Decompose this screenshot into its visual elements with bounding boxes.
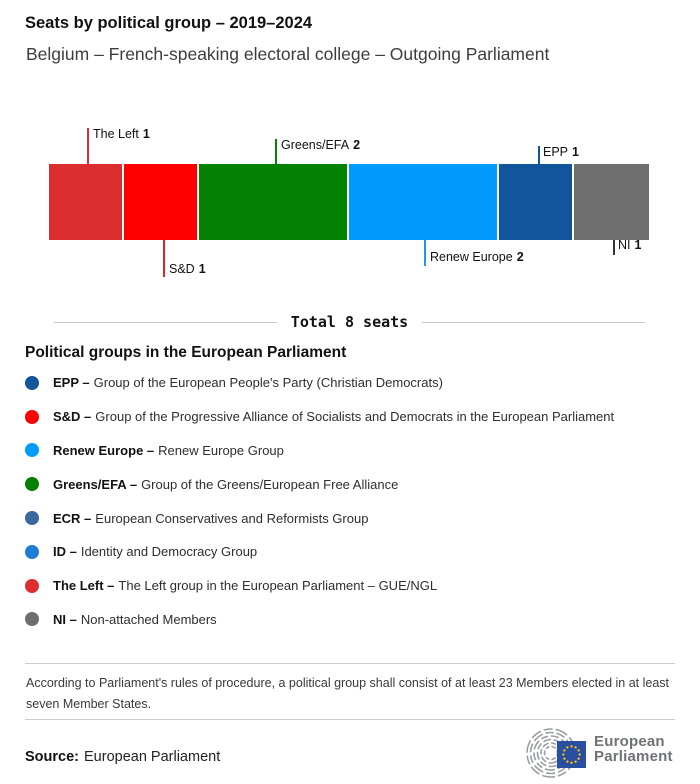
group-desc: The Left group in the European Parliament – GUE/NGL <box>118 578 438 594</box>
callout-line-the-left <box>87 128 89 164</box>
ep-logo-text-line1: European <box>594 733 665 750</box>
source-label: Source: <box>25 749 79 765</box>
bar-segment-ni <box>574 164 649 240</box>
bar-segment-the-left <box>49 164 124 240</box>
group-name: The Left <box>93 127 139 141</box>
seat-count: 1 <box>142 127 150 141</box>
bar-segment-sd <box>124 164 199 240</box>
legend-item-greens-efa <box>25 467 685 501</box>
callout-label-ni <box>618 238 641 252</box>
bar-segment-renew-europe <box>349 164 499 240</box>
footnote <box>26 673 686 714</box>
seat-count: 2 <box>516 250 524 264</box>
source-value: European Parliament <box>84 749 221 765</box>
group-abbr: Greens/EFA – <box>53 476 138 492</box>
legend-text <box>53 375 443 390</box>
ep-logo-text-line2: Parliament <box>594 747 673 765</box>
callout-line-epp <box>538 146 540 164</box>
legend-text <box>53 544 257 559</box>
footnote-line2: seven Member States. <box>26 696 152 711</box>
group-desc: Renew Europe Group <box>158 442 284 458</box>
ep-hemicycle-icon <box>521 728 591 780</box>
group-abbr: EPP – <box>53 375 90 391</box>
group-abbr: The Left – <box>53 578 115 594</box>
group-desc: Identity and Democracy Group <box>80 544 258 560</box>
group-abbr: S&D – <box>53 409 92 425</box>
group-name: Greens/EFA <box>281 138 350 152</box>
bar-segment-epp <box>499 164 574 240</box>
group-abbr: NI – <box>53 611 77 627</box>
total-seats-text: Total 8 seats <box>290 313 409 331</box>
seats-stacked-bar <box>49 164 649 240</box>
group-desc: Group of the Greens/European Free Alliance <box>141 476 399 492</box>
callout-label-renew-europe <box>430 250 524 264</box>
legend-list <box>25 366 685 636</box>
bar-segment-greens-efa <box>199 164 349 240</box>
legend-item-ecr <box>25 501 685 535</box>
group-desc: Group of the European People's Party (Christian Democrats) <box>93 375 443 391</box>
footer-divider-bottom <box>25 719 675 720</box>
page-title: Seats by political group – 2019–2024 <box>25 14 313 32</box>
divider-line-right <box>422 322 645 323</box>
ni-color-dot-icon <box>25 612 39 626</box>
legend-item-id <box>25 535 685 569</box>
group-name: NI <box>618 238 631 252</box>
group-name: EPP <box>543 145 569 159</box>
european-parliament-logo <box>521 728 691 780</box>
group-abbr: ECR – <box>53 510 92 526</box>
renew-color-dot-icon <box>25 443 39 457</box>
the-left-color-dot-icon <box>25 579 39 593</box>
callout-line-ni <box>613 240 615 255</box>
ep-logo-text <box>594 735 673 764</box>
legend-text <box>53 511 368 526</box>
legend-item-sd <box>25 400 685 434</box>
epp-color-dot-icon <box>25 376 39 390</box>
greens-color-dot-icon <box>25 477 39 491</box>
footnote-line1: According to Parliament's rules of procedure, a political group shall consist of at least 23 Members elected in at least <box>26 676 669 690</box>
callout-label-greens-efa <box>281 138 360 152</box>
group-desc: Group of the Progressive Alliance of Socialists and Democrats in the European Parliament <box>95 409 615 425</box>
legend-text <box>53 578 437 593</box>
id-color-dot-icon <box>25 545 39 559</box>
legend-item-epp <box>25 366 685 400</box>
callout-line-sd <box>163 240 165 277</box>
callout-label-the-left <box>93 127 150 141</box>
legend-text <box>53 612 217 627</box>
total-seats-divider <box>54 313 645 331</box>
sd-color-dot-icon <box>25 410 39 424</box>
legend-item-renew-europe <box>25 434 685 468</box>
legend-text <box>53 443 284 458</box>
page-subtitle: Belgium – French-speaking electoral college – Outgoing Parliament <box>26 44 550 64</box>
group-abbr: ID – <box>53 544 77 560</box>
legend-text <box>53 477 398 492</box>
group-name: Renew Europe <box>430 250 513 264</box>
group-name: S&D <box>169 262 195 276</box>
source-line <box>25 749 220 765</box>
legend-item-the-left <box>25 569 685 603</box>
seat-count: 1 <box>198 262 206 276</box>
seat-count: 1 <box>572 145 579 159</box>
callout-line-greens-efa <box>275 139 277 164</box>
legend-heading: Political groups in the European Parliament <box>25 344 347 361</box>
legend-item-ni <box>25 603 685 637</box>
legend-text <box>53 409 614 424</box>
callout-label-epp <box>543 145 579 159</box>
group-desc: European Conservatives and Reformists Group <box>95 510 369 526</box>
callout-line-renew-europe <box>424 240 426 266</box>
seat-count: 1 <box>634 238 642 252</box>
group-abbr: Renew Europe – <box>53 442 155 458</box>
seat-count: 2 <box>353 138 361 152</box>
divider-line-left <box>54 322 277 323</box>
footer-divider-top <box>25 663 675 664</box>
group-desc: Non-attached Members <box>80 611 217 627</box>
callout-label-sd <box>169 262 206 276</box>
ecr-color-dot-icon <box>25 511 39 525</box>
